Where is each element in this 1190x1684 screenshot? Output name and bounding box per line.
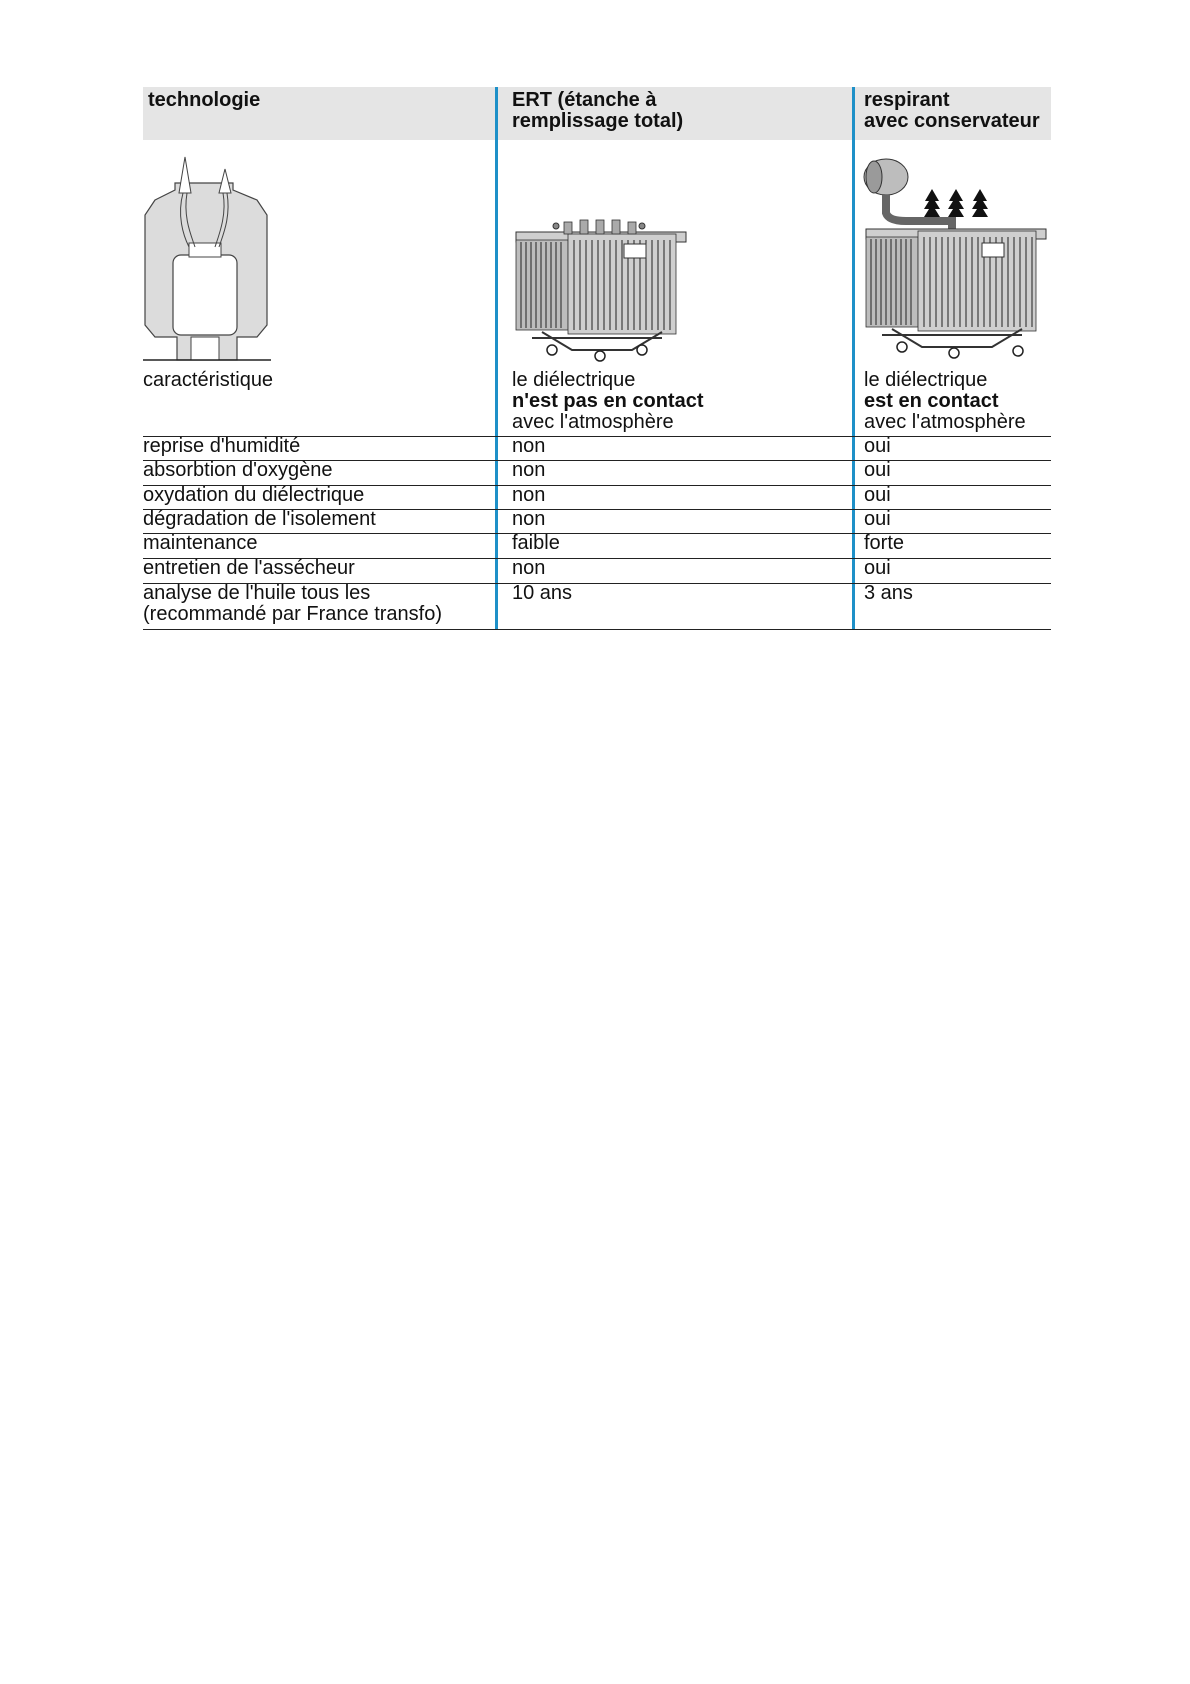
last-row-label-line1: analyse de l'huile tous les xyxy=(143,582,371,604)
column-divider xyxy=(495,87,498,630)
row-resp-value: oui xyxy=(864,508,891,530)
header-ert-line2: remplissage total) xyxy=(512,110,684,132)
row-ert-value: faible xyxy=(512,532,560,554)
header-ert-line1: ERT (étanche à xyxy=(512,89,657,111)
sealed-transformer-icon xyxy=(512,210,692,362)
row-divider xyxy=(143,629,1051,630)
column-divider xyxy=(852,87,855,630)
row-label: reprise d'humidité xyxy=(143,435,301,457)
row-resp-value: oui xyxy=(864,484,891,506)
row-ert-value: non xyxy=(512,435,546,457)
resp-characteristic-line3: avec l'atmosphère xyxy=(864,411,1026,433)
characteristic-label: caractéristique xyxy=(143,369,274,391)
row-label: oxydation du diélectrique xyxy=(143,484,365,506)
resp-characteristic-line1: le diélectrique xyxy=(864,369,988,391)
row-divider xyxy=(143,533,1051,534)
row-ert-value: non xyxy=(512,459,546,481)
row-ert-value: non xyxy=(512,508,546,530)
ert-characteristic-line1: le diélectrique xyxy=(512,369,636,391)
ert-characteristic-line3: avec l'atmosphère xyxy=(512,411,674,433)
ert-characteristic-line2: n'est pas en contact xyxy=(512,390,704,412)
last-row-resp-value: 3 ans xyxy=(864,582,913,604)
breathing-transformer-icon xyxy=(862,155,1052,362)
resp-characteristic-line2: est en contact xyxy=(864,390,999,412)
row-ert-value: non xyxy=(512,484,546,506)
bushing-section-icon xyxy=(143,155,271,365)
row-resp-value: forte xyxy=(864,532,905,554)
header-respirant-line1: respirant xyxy=(864,89,950,111)
last-row-label-line2: (recommandé par France transfo) xyxy=(143,603,443,625)
row-resp-value: oui xyxy=(864,557,891,579)
row-label: entretien de l'assécheur xyxy=(143,557,355,579)
row-label: maintenance xyxy=(143,532,258,554)
row-resp-value: oui xyxy=(864,459,891,481)
header-technologie: technologie xyxy=(148,89,261,111)
row-ert-value: non xyxy=(512,557,546,579)
header-respirant-line2: avec conservateur xyxy=(864,110,1040,132)
row-label: absorbtion d'oxygène xyxy=(143,459,333,481)
row-label: dégradation de l'isolement xyxy=(143,508,376,530)
last-row-ert-value: 10 ans xyxy=(512,582,573,604)
row-resp-value: oui xyxy=(864,435,891,457)
